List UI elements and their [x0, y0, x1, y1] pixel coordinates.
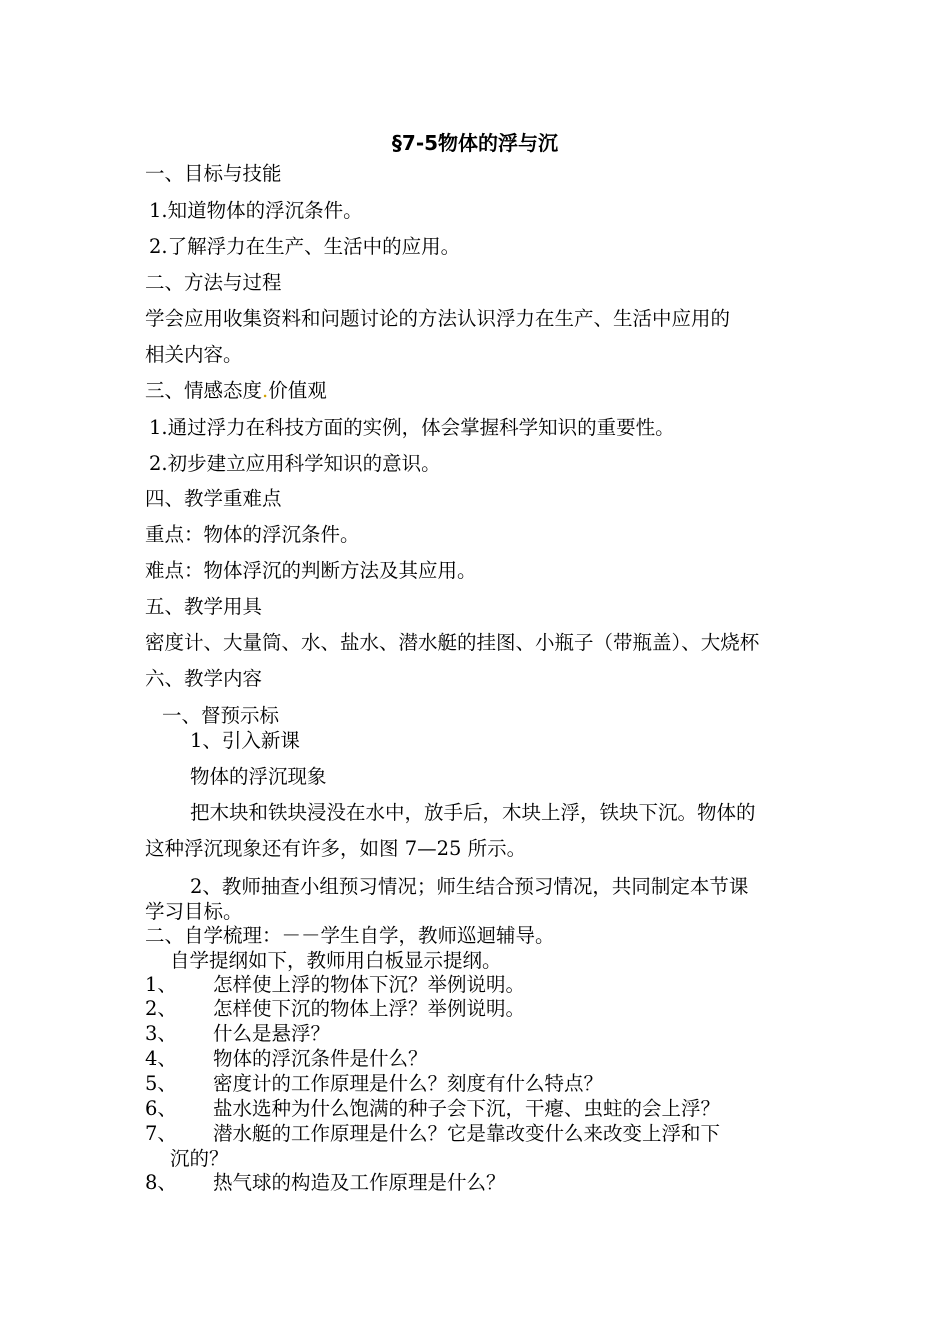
paragraph-line: 把木块和铁块浸没在水中，放手后，木块上浮，铁块下沉。物体的	[190, 801, 756, 824]
sub-heading: 一、督预示标	[162, 704, 280, 727]
section-heading: 一、目标与技能	[145, 162, 282, 185]
list-item: 2.初步建立应用科学知识的意识。	[149, 452, 441, 475]
section-heading: 二、方法与过程	[145, 271, 282, 294]
paragraph-line: 物体的浮沉现象	[190, 765, 327, 788]
question-text: 密度计的工作原理是什么？刻度有什么特点？	[213, 1072, 604, 1095]
sub-heading: 1、引入新课	[190, 729, 300, 752]
section-heading: 四、教学重难点	[145, 487, 282, 510]
question-number: 1、	[145, 973, 177, 996]
paragraph-line: 学习目标。	[145, 900, 243, 923]
question-number: 4、	[145, 1047, 177, 1070]
question-text: 盐水选种为什么饱满的种子会下沉，干瘪、虫蛀的会上浮？	[213, 1097, 721, 1120]
question-number: 2、	[145, 997, 177, 1020]
list-item: 1.通过浮力在科技方面的实例，体会掌握科学知识的重要性。	[149, 416, 675, 439]
question-text: 潜水艇的工作原理是什么？它是靠改变什么来改变上浮和下	[213, 1122, 721, 1145]
heading-part: 价值观	[268, 379, 327, 402]
heading-part: 三、情感态度	[145, 379, 263, 402]
question-number: 7、	[145, 1122, 177, 1145]
paragraph-line: 相关内容。	[145, 343, 243, 366]
paragraph-line: 难点：物体浮沉的判断方法及其应用。	[145, 559, 477, 582]
question-text: 什么是悬浮？	[213, 1022, 331, 1045]
paragraph-line: 学会应用收集资料和问题讨论的方法认识浮力在生产、生活中应用的	[145, 307, 731, 330]
list-item: 1.知道物体的浮沉条件。	[149, 199, 363, 222]
question-text: 沉的？	[170, 1147, 229, 1170]
question-number: 6、	[145, 1097, 177, 1120]
paragraph-line: 重点：物体的浮沉条件。	[145, 523, 360, 546]
question-text: 怎样使上浮的物体下沉？举例说明。	[213, 973, 526, 996]
heading-dot: .	[262, 379, 269, 402]
section-heading: 二、自学梳理：－－学生自学，教师巡迴辅导。	[145, 924, 555, 947]
paragraph-line: 密度计、大量筒、水、盐水、潜水艇的挂图、小瓶子（带瓶盖）、大烧杯	[145, 631, 760, 654]
paragraph-line: 2、教师抽查小组预习情况；师生结合预习情况，共同制定本节课	[190, 875, 749, 898]
question-number: 5、	[145, 1072, 177, 1095]
question-number: 8、	[145, 1171, 177, 1194]
list-item: 2.了解浮力在生产、生活中的应用。	[149, 235, 461, 258]
section-heading: 六、教学内容	[145, 667, 263, 690]
question-text: 热气球的构造及工作原理是什么？	[213, 1171, 506, 1194]
paragraph-line: 这种浮沉现象还有许多，如图 7—25 所示。	[145, 837, 527, 860]
question-text: 怎样使下沉的物体上浮？举例说明。	[213, 997, 526, 1020]
section-heading	[145, 381, 327, 401]
page-title: §7-5物体的浮与沉	[391, 131, 559, 155]
paragraph-line: 自学提纲如下，教师用白板显示提纲。	[170, 949, 502, 972]
section-heading: 五、教学用具	[145, 595, 263, 618]
question-text: 物体的浮沉条件是什么？	[213, 1047, 428, 1070]
question-number: 3、	[145, 1022, 177, 1045]
